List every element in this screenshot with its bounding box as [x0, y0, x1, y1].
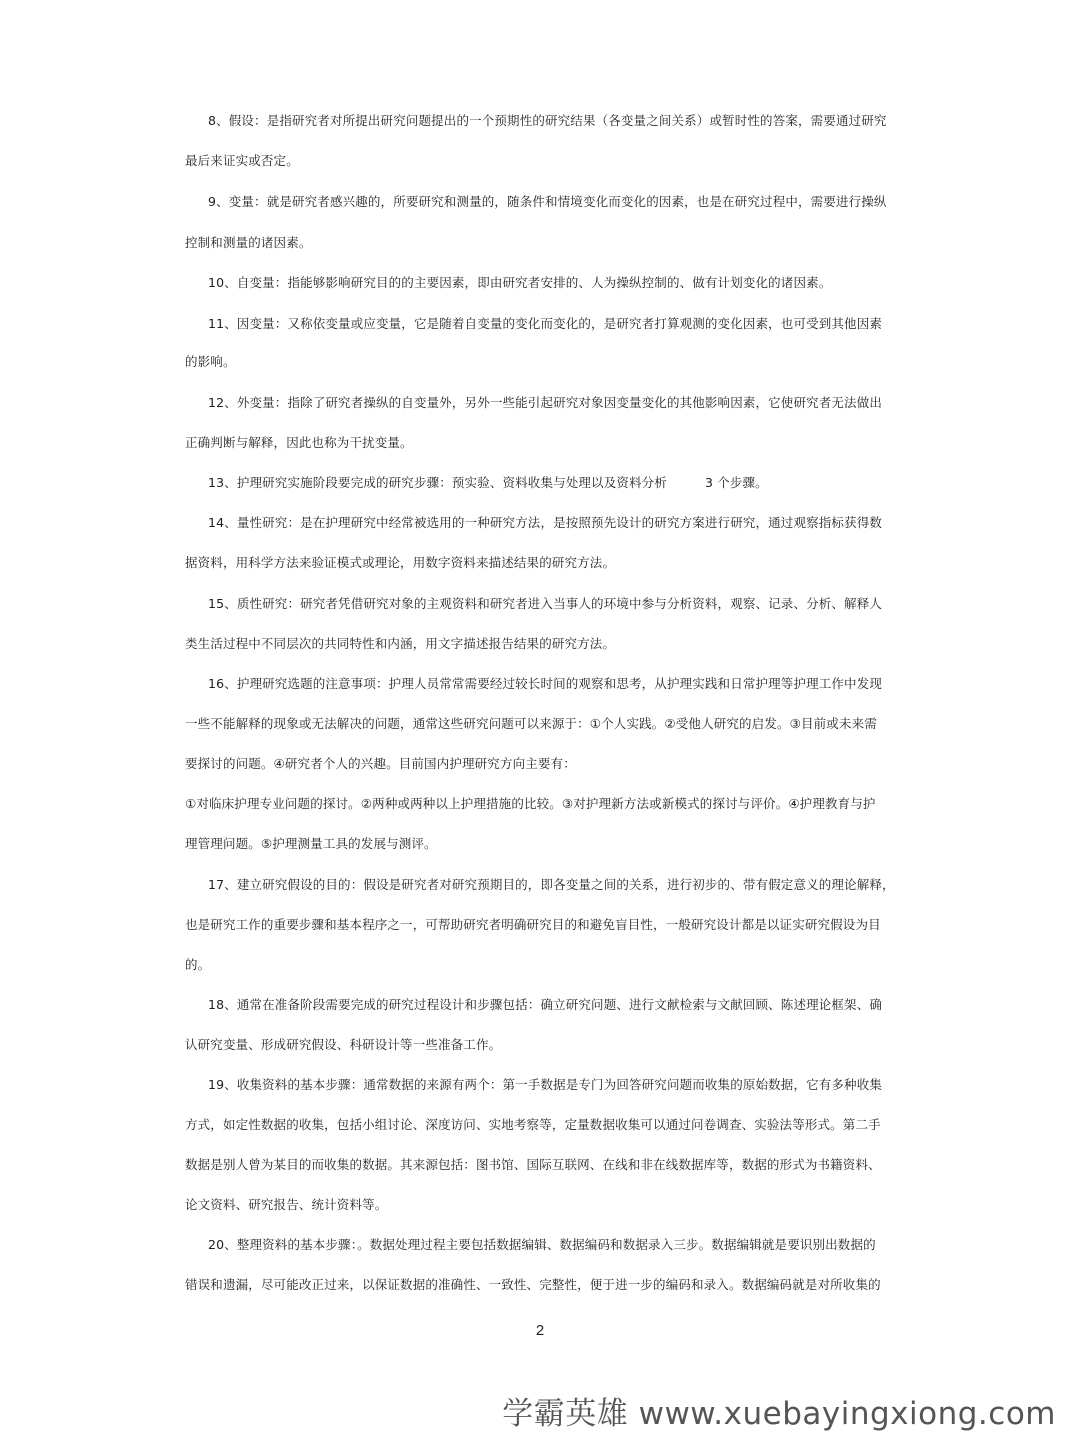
- text-line: 15、质性研究：研究者凭借研究对象的主观资料和研究者进入当事人的环境中参与分析资料，观察、记录、分析、解释人: [208, 596, 883, 611]
- text-line: 11、因变量：又称依变量或应变量，它是随着自变量的变化而变化的，是研究者打算观测的变化因素，也可受到其他因素: [208, 316, 883, 331]
- text-line: 8、假设：是指研究者对所提出研究问题提出的一个预期性的研究结果（各变量之间关系）或暂时性的答案，需要通过研究: [208, 113, 887, 128]
- text-line: 10、自变量：指能够影响研究目的的主要因素，即由研究者安排的、人为操纵控制的、做有计划变化的诸因素。: [208, 275, 832, 290]
- text-line: 也是研究工作的重要步骤和基本程序之一，可帮助研究者明确研究目的和避免盲目性，一般研究设计都是以证实研究假设为目: [185, 917, 881, 932]
- text-line: 20、整理资料的基本步骤：。数据处理过程主要包括数据编辑、数据编码和数据录入三步。数据编辑就是要识别出数据的: [208, 1237, 876, 1252]
- text-line: 19、收集资料的基本步骤：通常数据的来源有两个：第一手数据是专门为回答研究问题而收集的原始数据，它有多种收集: [208, 1077, 883, 1092]
- text-line: 9、变量：就是研究者感兴趣的，所要研究和测量的，随条件和情境变化而变化的因素，也是在研究过程中，需要进行操纵: [208, 194, 887, 209]
- text-line: 16、护理研究选题的注意事项：护理人员常常需要经过较长时间的观察和思考，从护理实践和日常护理等护理工作中发现: [208, 676, 883, 691]
- text-line: 方式，如定性数据的收集，包括小组讨论、深度访问、实地考察等，定量数据收集可以通过问卷调查、实验法等形式。第二手: [185, 1117, 881, 1132]
- text-line: 14、量性研究：是在护理研究中经常被选用的一种研究方法，是按照预先设计的研究方案进行研究，通过观察指标获得数: [208, 515, 883, 530]
- text-line: 据资料，用科学方法来验证模式或理论，用数字资料来描述结果的研究方法。: [185, 555, 616, 570]
- text-line: 最后来证实或否定。: [185, 153, 299, 168]
- text-line: 类生活过程中不同层次的共同特性和内涵，用文字描述报告结果的研究方法。: [185, 636, 616, 651]
- text-line: 论文资料、研究报告、统计资料等。: [185, 1197, 388, 1212]
- text-line: 一些不能解释的现象或无法解决的问题，通常这些研究问题可以来源于：①个人实践。②受他人研究的启发。③目前或未来需: [185, 716, 877, 731]
- text-line: 认研究变量、形成研究假设、科研设计等一些准备工作。: [185, 1037, 502, 1052]
- text-line: 12、外变量：指除了研究者操纵的自变量外，另外一些能引起研究对象因变量变化的其他影响因素，它使研究者无法做出: [208, 395, 883, 410]
- text-line: 的影响。: [185, 354, 236, 369]
- text-line: 正确判断与解释，因此也称为干扰变量。: [185, 435, 413, 450]
- text-line: 控制和测量的诸因素。: [185, 235, 312, 250]
- text-line: 数据是别人曾为某目的而收集的数据。其来源包括：图书馆、国际互联网、在线和非在线数据库等，数据的形式为书籍资料、: [185, 1157, 881, 1172]
- text-line: ①对临床护理专业问题的探讨。②两种或两种以上护理措施的比较。③对护理新方法或新模式的探讨与评价。④护理教育与护: [185, 796, 876, 811]
- text-line: 要探讨的问题。④研究者个人的兴趣。目前国内护理研究方向主要有：: [185, 756, 576, 771]
- text-line: [208, 475, 768, 491]
- page-number: 2: [535, 1322, 545, 1339]
- watermark: 学霸英雄 www.xuebayingxiong.com: [502, 1396, 1056, 1432]
- text-segment: 13、护理研究实施阶段要完成的研究步骤：预实验、资料收集与处理以及资料分析: [208, 475, 667, 490]
- text-line: 的。: [185, 957, 211, 972]
- text-line: 18、通常在准备阶段需要完成的研究过程设计和步骤包括：确立研究问题、进行文献检索与文献回顾、陈述理论框架、确: [208, 997, 883, 1012]
- text-segment: 3 个步骤。: [704, 475, 768, 490]
- text-line: 17、建立研究假设的目的：假设是研究者对研究预期目的，即各变量之间的关系，进行初步的、带有假定意义的理论解释，: [208, 877, 895, 892]
- text-line: 错误和遗漏，尽可能改正过来，以保证数据的准确性、一致性、完整性，便于进一步的编码和录入。数据编码就是对所收集的: [185, 1277, 881, 1292]
- text-line: 理管理问题。⑤护理测量工具的发展与测评。: [185, 836, 437, 851]
